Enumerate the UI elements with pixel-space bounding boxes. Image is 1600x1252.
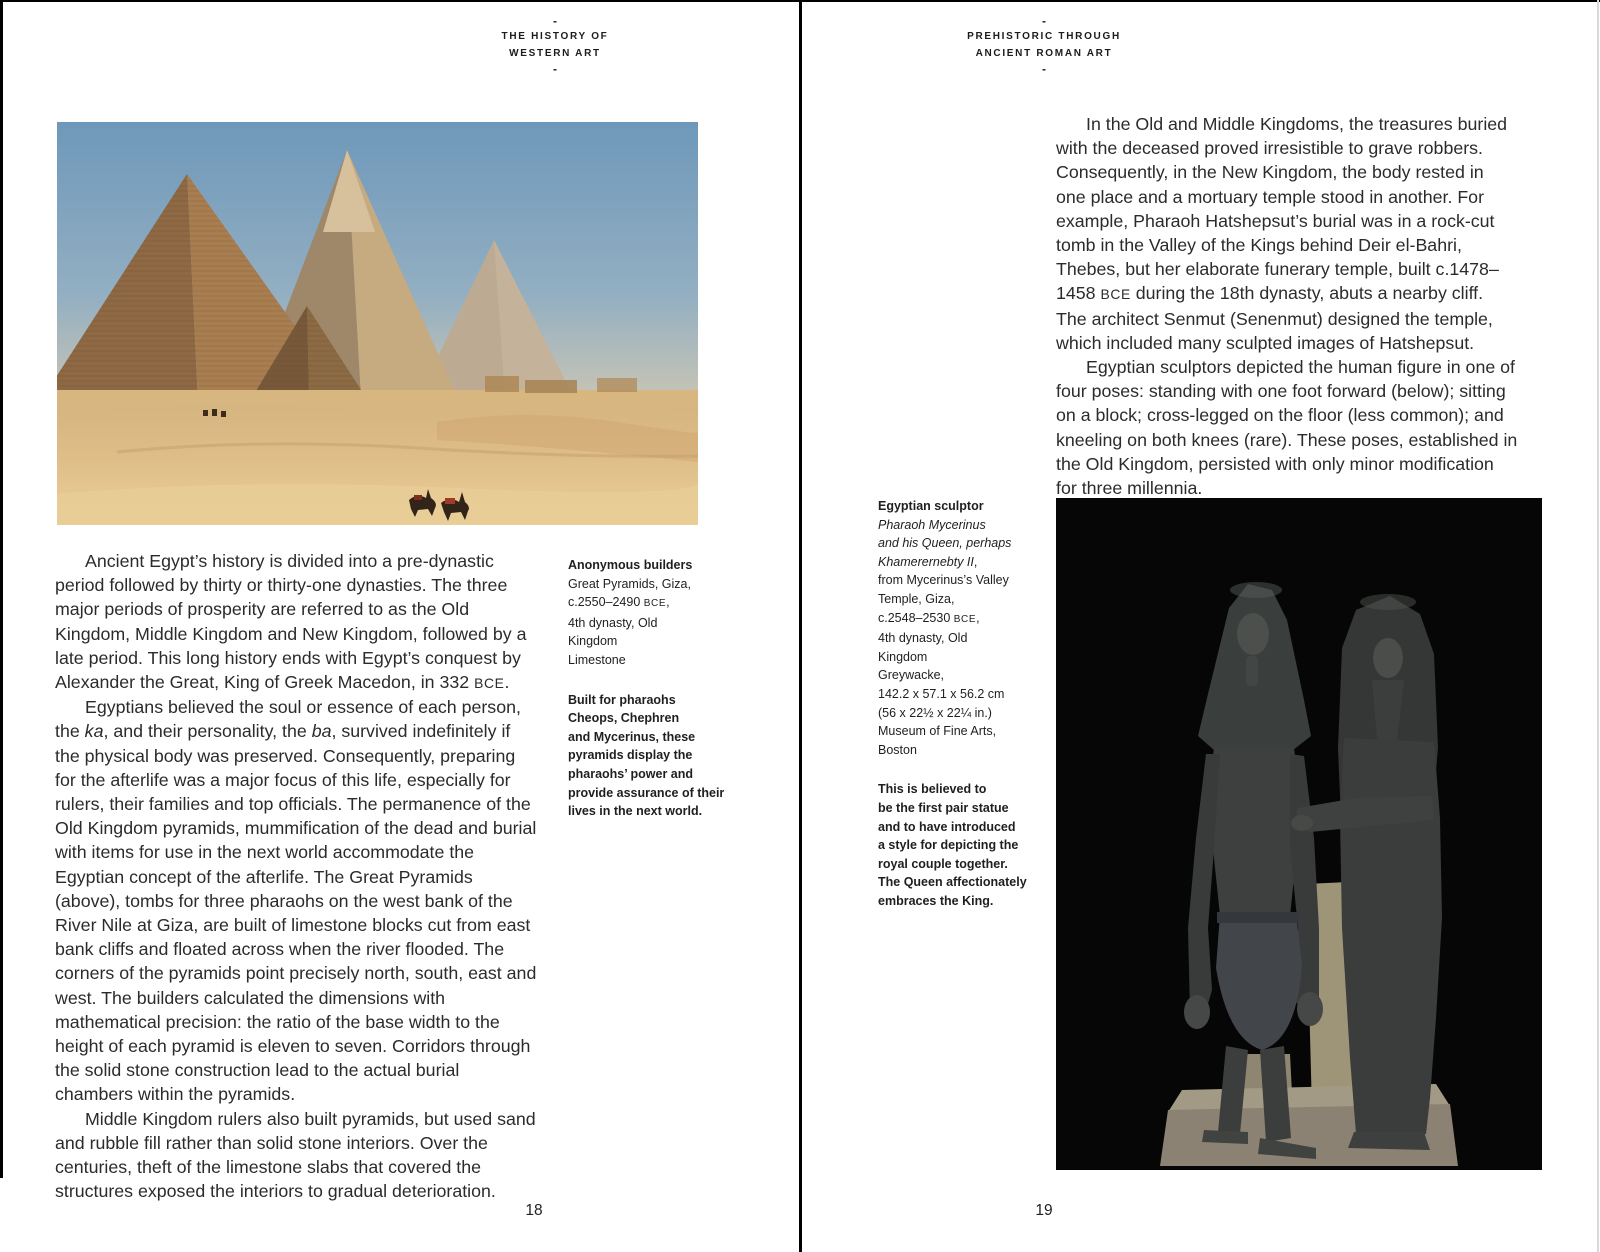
caption-line: The Queen affectionately [878, 875, 1027, 890]
caption-line: (56 x 22½ x 22¼ in.) [878, 705, 992, 720]
caption-right [878, 497, 1050, 910]
caption-line: royal couple together. [878, 856, 1008, 871]
body-text-left [55, 549, 539, 1203]
caption-line: Boston [878, 742, 917, 757]
running-head-right [914, 14, 1174, 76]
page-number-left: 18 [525, 1202, 543, 1219]
paragraph: Ancient Egypt’s history is divided into a pre-dynastic period followed by thirty or thirty-one dynasties. The three major periods of prosperity are referred to as the Old Kingdom, Middle Kingdom and New Kingdom, followed by a late period. This long history ends with Egypt’s conquest by Alexander the Great, King of Greek Macedon, in 332 BCE. [55, 551, 527, 693]
caption-line: a style for depicting the [878, 838, 1019, 853]
running-head-dash: - [553, 14, 557, 28]
paragraph: In the Old and Middle Kingdoms, the treasures buried with the deceased proved irresistible to grave robbers. Consequently, in the New Kingdom, the body rested in one place and a mortuary temple stood in another. For example, Pharaoh Hatshepsut’s burial was in a rock-cut tomb in the Valley of the Kings behind Deir el-Bahri, Thebes, but her elaborate funerary temple, built c.1478–1458 BCE during the 18th dynasty, abuts a nearby cliff. The architect Senmut (Senenmut) designed the temple, which included many sculpted images of Hatshepsut. [1056, 114, 1508, 353]
right-page-edge [1597, 0, 1599, 1252]
caption-line: Temple, Giza, [878, 591, 955, 606]
body-text-right [1056, 112, 1518, 500]
caption-line: 142.2 x 57.1 x 56.2 cm [878, 686, 1005, 701]
running-head-line2: ANCIENT ROMAN ART [975, 48, 1113, 59]
running-head-line1: THE HISTORY OF [501, 31, 609, 42]
caption-block [878, 497, 1050, 516]
caption-line: Pharaoh Mycerinus [878, 517, 986, 532]
caption-block [568, 556, 743, 575]
running-head-line2: WESTERN ART [509, 48, 601, 59]
caption-line: be the first pair statue [878, 800, 1009, 815]
left-page-edge [0, 0, 3, 1178]
running-head-dash: - [553, 62, 557, 76]
caption-line: and his Queen, perhaps [878, 536, 1012, 551]
caption-line: This is believed to [878, 782, 987, 797]
caption-block [878, 780, 1050, 910]
caption-line: Khamerernebty II, [878, 554, 978, 569]
caption-line: Kingdom [878, 649, 928, 664]
caption-line: and Mycerinus, these [568, 729, 696, 744]
paragraph: Egyptian sculptors depicted the human figure in one of four poses: standing with one foot forward (below); sitting on a block; cross-legged on the floor (less common); and kneeling on both knees (rare). These poses, established in the Old Kingdom, persisted with only minor modification for three millennia. [1056, 357, 1518, 499]
caption-block [878, 516, 1050, 760]
paragraph: Middle Kingdom rulers also built pyramids, but used sand and rubble fill rather than solid stone interiors. Over the centuries, theft of the limestone slabs that covered the structures exposed the interiors to gradual deterioration. [55, 1108, 536, 1202]
caption-line: c.2548–2530 BCE, [878, 610, 980, 625]
caption-line: Egyptian sculptor [878, 499, 984, 513]
caption-line: Cheops, Chephren [568, 711, 680, 726]
pyramids-illustration [57, 122, 698, 525]
caption-line: pharaohs’ power and [568, 766, 694, 781]
pyramids-photo [57, 122, 698, 525]
caption-line: provide assurance of their [568, 785, 725, 800]
caption-line: from Mycerinus’s Valley [878, 573, 1009, 588]
running-head-dash: - [1042, 62, 1046, 76]
caption-line: 4th dynasty, Old [568, 615, 658, 630]
caption-line: Kingdom [568, 634, 618, 649]
caption-line: lives in the next world. [568, 804, 703, 819]
caption-block [568, 691, 743, 821]
paragraph: Egyptians believed the soul or essence of each person, the ka, and their personality, the ba, survived indefinitely if the physical body was preserved. Consequently, preparing for the afterlife was a major focus of this life, especially for rulers, their families and top officials. The permanence of the Old Kingdom pyramids, mummification of the dead and burial with items for use in the next world accommodate the Egyptian concept of the afterlife. The Great Pyramids (above), tombs for three pharaohs on the west bank of the River Nile at Giza, are built of limestone blocks cut from east bank cliffs and floated across when the river flooded. The corners of the pyramids point precisely north, south, east and west. The builders calculated the dimensions with mathematical precision: the ratio of the base width to the height of each pyramid is eleven to seven. Corridors through the solid stone construction lead to the actual burial chambers within the pyramids. [55, 697, 537, 1105]
caption-line: Great Pyramids, Giza, [568, 576, 691, 591]
statue-photo [1056, 498, 1542, 1170]
caption-left [568, 556, 743, 821]
running-head-line1: PREHISTORIC THROUGH [967, 31, 1121, 42]
caption-line: Limestone [568, 652, 626, 667]
caption-line: 4th dynasty, Old [878, 631, 968, 646]
caption-block [568, 575, 743, 670]
running-head-dash: - [1042, 14, 1046, 28]
caption-line: embraces the King. [878, 893, 994, 908]
caption-line: Built for pharaohs [568, 692, 676, 707]
page-spine-divider [799, 0, 802, 1252]
caption-line: and to have introduced [878, 819, 1016, 834]
caption-line: Greywacke, [878, 668, 944, 683]
running-head-left [425, 14, 685, 76]
page-number-right: 19 [1035, 1202, 1053, 1219]
statue-illustration [1056, 498, 1542, 1170]
caption-line: c.2550–2490 BCE, [568, 595, 670, 610]
caption-line: Museum of Fine Arts, [878, 724, 997, 739]
caption-line: Anonymous builders [568, 558, 693, 572]
caption-line: pyramids display the [568, 748, 693, 763]
